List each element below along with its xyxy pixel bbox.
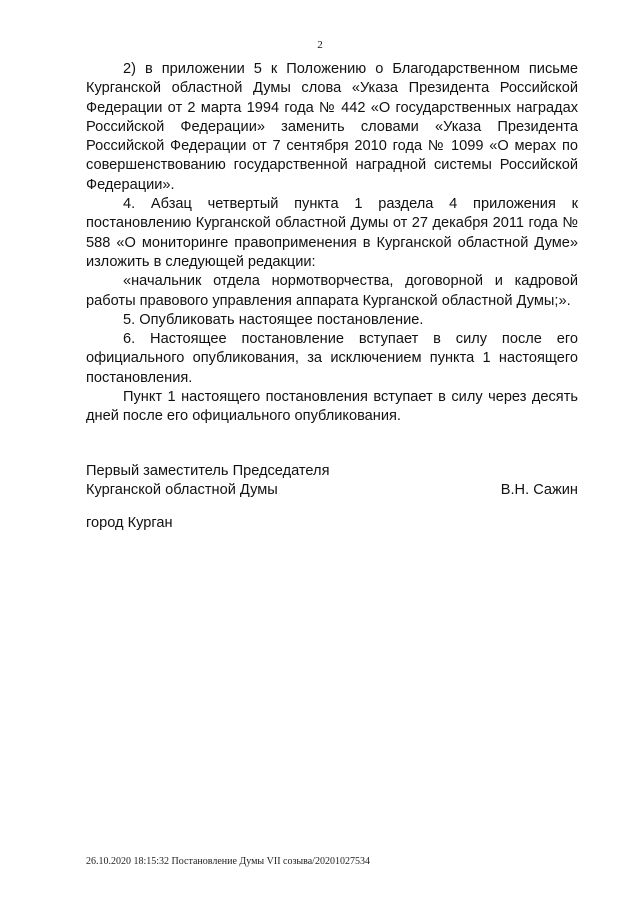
signer-name: В.Н. Сажин <box>500 482 578 499</box>
document-footer: 26.10.2020 18:15:32 Постановление Думы VII созыва/20201027534 <box>86 856 370 867</box>
signature-row <box>86 481 578 500</box>
signer-position-line2: Курганской областной Думы <box>86 482 278 499</box>
paragraph-item-5: 5. Опубликовать настоящее постановление. <box>123 311 424 328</box>
signature-block <box>86 462 578 501</box>
paragraph-item-6: 6. Настоящее постановление вступает в силу после его официального опубликования, за исключением пункта 1 настоящего постановления. <box>86 331 578 386</box>
paragraph-item-4: 4. Абзац четвертый пункта 1 раздела 4 приложения к постановлению Курганской областной Думы от 27 декабря 2011 года № 588 «О мониторинге правоприменения в Курганской областной Думе» изложить в следующей редакции: <box>86 196 578 270</box>
paragraph-quote: «начальник отдела нормотворчества, договорной и кадровой работы правового управления аппарата Курганской областной Думы;». <box>86 273 578 309</box>
paragraph-item-2: 2) в приложении 5 к Положению о Благодарственном письме Курганской областной Думы слова «Указа Президента Российской Федерации от 2 марта 1994 года № 442 «О государственных наградах Российской Федерации» заменить словами «Указа Президента Российской Федерации от 7 сентября 2010 года № 1099 «О мерах по совершенствованию государственной наградной системы Российской Федерации». <box>86 61 578 193</box>
city-label: город Курган <box>86 515 173 531</box>
signer-position-line1: Первый заместитель Председателя <box>86 463 330 479</box>
document-body <box>86 60 578 427</box>
paragraph-effective-date: Пункт 1 настоящего постановления вступает в силу через десять дней после его официального опубликования. <box>86 389 578 425</box>
page-number: 2 <box>317 39 323 51</box>
